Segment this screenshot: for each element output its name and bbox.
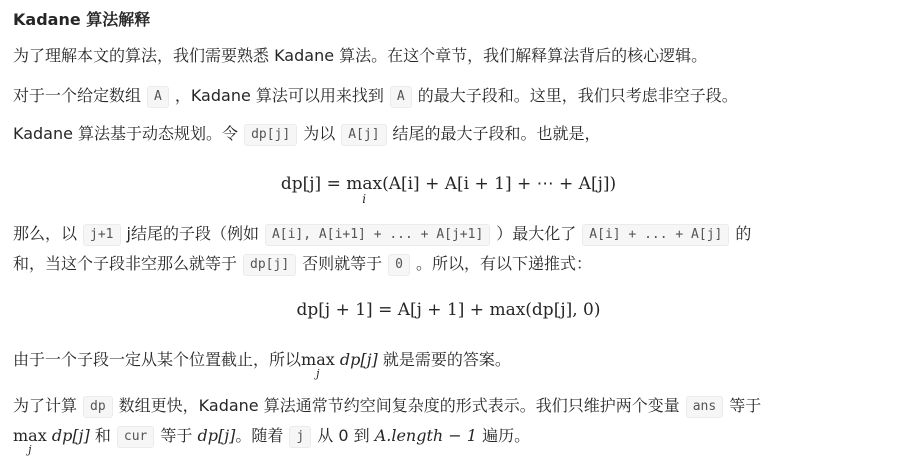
paragraph-definition: 对于一个给定数组 A ，Kadane 算法可以用来找到 A 的最大子段和。这里，我们只考虑非空子段。 bbox=[13, 84, 738, 108]
paragraph-answer: 由于一个子段一定从某个位置截止，所以max j dp[j] 就是需要的答案。 bbox=[13, 350, 511, 380]
equation-dp-definition: dp[j] = max i (A[i] + A[i + 1] + ⋯ + A[j]) bbox=[280, 174, 617, 206]
paragraph-variables: max j dp[j] 和 cur 等于 dp[j]。随着 j 从 0 到 A.length − 1 遍历。 bbox=[13, 426, 531, 456]
paragraph-optimization: 为了计算 dp 数组更快，Kadane 算法通常节约空间复杂度的形式表示。我们只维护两个变量 ans 等于 bbox=[13, 394, 761, 418]
paragraph-intro: 为了理解本文的算法，我们需要熟悉 Kadane 算法。在这个章节，我们解释算法背后的核心逻辑。 bbox=[13, 46, 708, 65]
inline-code: dp bbox=[83, 396, 113, 418]
inline-code: dp[j] bbox=[244, 124, 297, 146]
inline-code: dp[j] bbox=[243, 254, 296, 276]
inline-code: A bbox=[147, 86, 169, 108]
inline-code: A[i] + ... + A[j] bbox=[582, 224, 729, 246]
inline-code: ans bbox=[686, 396, 723, 418]
paragraph-then: 那么，以 j+1 j结尾的子段（例如 A[i], A[i+1] + ... + A[j+1] ）最大化了 A[i] + ... + A[j] 的 bbox=[13, 222, 751, 246]
equation-recurrence: dp[j + 1] = A[j + 1] + max(dp[j], 0) bbox=[296, 300, 601, 320]
inline-code: j+1 bbox=[83, 224, 120, 246]
inline-code: cur bbox=[117, 426, 154, 448]
inline-code: j bbox=[289, 426, 311, 448]
paragraph-recurrence: 和，当这个子段非空那么就等于 dp[j] 否则就等于 0 。所以，有以下递推式： bbox=[13, 252, 592, 276]
inline-code: 0 bbox=[388, 254, 410, 276]
inline-code: A[j] bbox=[341, 124, 386, 146]
inline-code: A bbox=[390, 86, 412, 108]
section-title: Kadane 算法解释 bbox=[13, 10, 151, 29]
inline-code: A[i], A[i+1] + ... + A[j+1] bbox=[265, 224, 490, 246]
paragraph-dp: Kadane 算法基于动态规划。令 dp[j] 为以 A[j] 结尾的最大子段和。也就是， bbox=[13, 122, 601, 146]
